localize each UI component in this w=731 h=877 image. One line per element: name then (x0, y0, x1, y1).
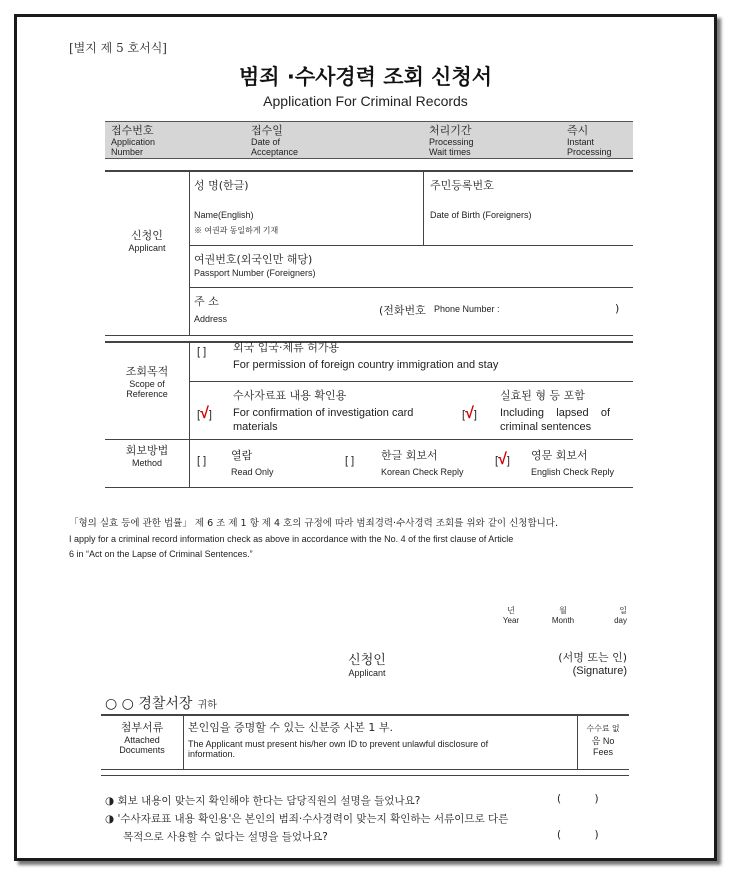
application-number-en1: Application (111, 137, 156, 147)
signature-applicant-ko: 신청인 (348, 653, 386, 668)
fee-ko-2: 음 No (591, 736, 615, 746)
checkmark-icon: √ (200, 405, 209, 422)
acceptance-date-en2: Acceptance (251, 147, 299, 157)
read-only-en-label: Read Only (231, 467, 274, 477)
fee-cell (577, 723, 629, 757)
attachments-bottom-rule (101, 769, 629, 770)
attachments-label-divider (183, 714, 184, 769)
month-label (543, 605, 583, 625)
day-ko: 일 (619, 606, 627, 615)
question-2-answer[interactable]: ( ) (557, 829, 599, 841)
applicant-label-divider (189, 170, 190, 335)
applicant-bottom-rule (105, 335, 633, 336)
attachments-top-rule (101, 714, 629, 716)
month-en: Month (551, 616, 575, 625)
checkmark-icon: √ (498, 451, 507, 468)
lapsed-ko-label: 실효된 형 등 포함 (500, 389, 585, 402)
attachments-content-en-1: The Applicant must present his/her own ID to prevent unlawful disclosure of (188, 739, 489, 749)
attachments-content-en-2: information. (188, 749, 236, 759)
receipt-bar (105, 121, 633, 159)
statement-en-2: 6 in “Act on the Lapse of Criminal Sentences.” (69, 549, 253, 559)
immigration-ko-label: 외국 입국·체류 허가용 (233, 341, 340, 354)
attachments-label (101, 719, 183, 755)
document-frame (14, 14, 717, 861)
applicant-label-en: Applicant (128, 243, 166, 253)
attachments-content-ko: 본인임을 증명할 수 있는 신분증 사본 1 부. (188, 721, 393, 734)
scope-mid-rule (189, 381, 633, 382)
method-label (105, 442, 189, 468)
attachments-double-rule (101, 775, 629, 776)
immigration-en-label: For permission of foreign country immigration and stay (233, 359, 499, 371)
investigation-checkbox[interactable] (197, 403, 212, 423)
address-en-label: Address (194, 314, 228, 324)
day-en: day (614, 616, 627, 625)
signature-applicant (327, 649, 407, 678)
signature-en: (Signature) (572, 665, 627, 677)
attachments-label-ko: 첨부서류 (120, 721, 164, 734)
name-en-label: Name(English) (194, 210, 254, 220)
page-title: 범죄 ·수사경력 조회 신청서 (238, 65, 493, 89)
addressee (105, 693, 217, 713)
instant-processing-cell (567, 125, 612, 157)
signature-applicant-en: Applicant (348, 668, 386, 678)
method-top-rule (105, 439, 633, 440)
signature-ko: (서명 또는 인) (558, 651, 627, 664)
investigation-ko-label: 수사자료표 내용 확인용 (233, 389, 347, 402)
question-1-text: 회보 내용이 맞는지 확인해야 한다는 담당직원의 설명을 들었나요? (117, 795, 421, 807)
read-only-checkbox[interactable]: [ ] (197, 455, 207, 467)
question-1-answer[interactable]: ( ) (557, 793, 599, 805)
investigation-en-label-1: For confirmation of investigation card (233, 407, 414, 419)
application-number-label: 접수번호 (111, 124, 154, 137)
scope-label-en1: Scope of (129, 379, 165, 389)
acceptance-date-en1: Date of (251, 137, 281, 147)
attachments-label-en2: Documents (119, 745, 165, 755)
application-number-cell (111, 125, 155, 157)
scope-label-ko: 조회목적 (125, 365, 169, 378)
question-2-text-1: '수사자료표 내용 확인용'은 본인의 범죄·수사경력이 맞는지 확인하는 서류이므로 다른 (117, 813, 509, 825)
page-subtitle: Application For Criminal Records (263, 93, 468, 109)
question-1 (105, 793, 420, 808)
year-en: Year (502, 616, 520, 625)
english-reply-ko-label: 영문 회보서 (531, 449, 588, 462)
instant-processing-en2: Processing (567, 147, 612, 157)
statement-ko: 「형의 실효 등에 관한 법률」 제 6 조 제 1 항 제 4 호의 규정에 따라 범죄경력·수사경력 조회를 위와 같이 신청합니다. (69, 518, 559, 529)
english-reply-checkbox[interactable] (495, 449, 510, 469)
question-2-text-2: 목적으로 사용할 수 없다는 설명을 들었나요? (123, 831, 328, 843)
name-rrn-divider (423, 170, 424, 245)
phone-close-paren: ) (615, 302, 620, 315)
applicant-label-ko: 신청인 (131, 229, 163, 242)
year-label (491, 605, 531, 625)
name-ko-field[interactable]: 성 명(한글) (194, 179, 249, 192)
bracket-left: [ (495, 455, 499, 467)
name-row-rule (189, 245, 633, 246)
bracket-left: [ (462, 409, 466, 421)
checkmark-icon: √ (465, 405, 474, 422)
lapsed-checkbox[interactable] (462, 403, 477, 423)
signature-field[interactable] (527, 649, 627, 677)
method-label-ko: 회보방법 (125, 444, 169, 457)
acceptance-date-label: 접수일 (251, 124, 283, 137)
application-number-en2: Number (111, 147, 144, 157)
passport-en-label: Passport Number (Foreigners) (194, 268, 316, 278)
scope-label-en2: Reference (126, 389, 168, 399)
korean-reply-checkbox[interactable]: [ ] (345, 455, 355, 467)
scope-label (105, 363, 189, 399)
immigration-checkbox[interactable]: [ ] (197, 346, 207, 358)
police-station-name: ○ ○ 경찰서장 (105, 696, 193, 712)
form-reference: [별지 제 5 호서식] (69, 41, 167, 55)
rrn-field[interactable]: 주민등록번호 (430, 179, 494, 192)
bracket-right: ] (473, 409, 477, 421)
year-ko: 년 (507, 606, 515, 615)
attachments-label-en1: Attached (124, 735, 160, 745)
korean-reply-en-label: Korean Check Reply (381, 467, 464, 477)
half-circle-icon: ◑ (105, 795, 115, 807)
phone-en-label: Phone Number : (434, 304, 500, 314)
investigation-en-label-2: materials (233, 421, 278, 433)
applicant-top-rule (105, 170, 633, 172)
question-2 (105, 811, 508, 826)
month-ko: 월 (559, 606, 567, 615)
bracket-left: [ (197, 409, 201, 421)
scope-label-divider (189, 341, 190, 487)
half-circle-icon: ◑ (105, 813, 115, 825)
method-bottom-rule (105, 487, 633, 488)
korean-reply-ko-label: 한글 회보서 (381, 449, 438, 462)
name-note: ※ 여권과 동일하게 기재 (194, 226, 279, 235)
bracket-right: ] (208, 409, 212, 421)
fee-ko-1: 수수료 없 (586, 724, 620, 733)
phone-ko-label: (전화번호 (379, 304, 426, 317)
applicant-label (105, 227, 189, 253)
method-label-en: Method (131, 458, 163, 468)
lapsed-en-label-1: Including lapsed of (500, 407, 611, 419)
instant-processing-label: 즉시 (567, 124, 589, 137)
passport-field[interactable]: 여권번호(외국인만 해당) (194, 253, 313, 266)
passport-row-rule (189, 287, 633, 288)
processing-time-en1: Processing (429, 137, 474, 147)
read-only-ko-label: 열람 (231, 449, 253, 462)
statement-en-1: I apply for a criminal record information check as above in accordance with the No. 4 of the first clause of Article (69, 534, 514, 544)
addressee-suffix: 귀하 (197, 700, 217, 711)
english-reply-en-label: English Check Reply (531, 467, 615, 477)
address-field[interactable]: 주 소 (194, 295, 219, 308)
scope-top-rule (105, 341, 633, 343)
dob-label: Date of Birth (Foreigners) (430, 210, 532, 220)
processing-time-en2: Wait times (429, 147, 471, 157)
acceptance-date-cell (251, 125, 298, 157)
instant-processing-en1: Instant (567, 137, 595, 147)
lapsed-en-label-2: criminal sentences (500, 421, 592, 433)
processing-time-cell (429, 125, 474, 157)
bracket-right: ] (506, 455, 510, 467)
processing-time-label: 처리기간 (429, 124, 472, 137)
fee-en: Fees (592, 747, 613, 757)
day-label (607, 605, 627, 625)
